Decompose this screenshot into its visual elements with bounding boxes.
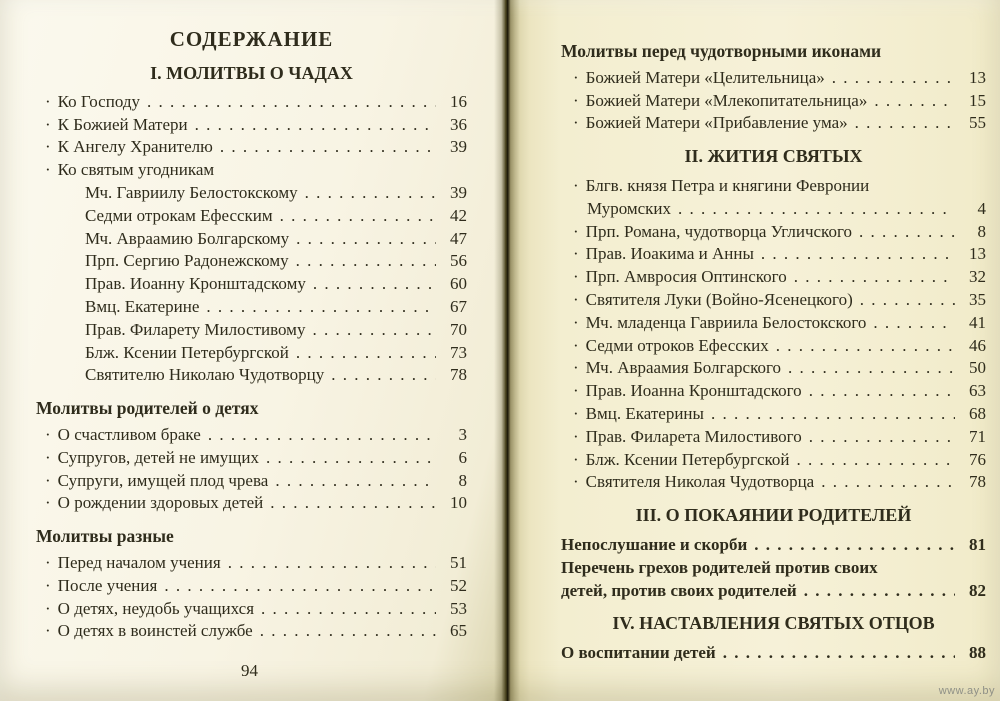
toc-section: II. ЖИТИЯ СВЯТЫХ [684,146,863,167]
toc-entry [561,426,986,449]
bullet-icon: · [45,493,51,513]
dot-leader [859,221,955,244]
entry-page-number: 88 [969,643,986,663]
dot-leader [797,449,955,472]
toc-entry [561,198,986,221]
entry-page-number: 3 [458,424,467,444]
entry-page-number: 50 [969,358,986,378]
dot-leader [261,598,436,621]
toc-entry [36,424,467,447]
toc-entry [561,357,986,380]
bullet-icon: · [45,575,51,595]
dot-leader [832,67,955,90]
entry-page-number: 51 [450,552,467,572]
dot-leader [208,424,436,447]
bullet-icon: · [45,114,51,134]
page-number: 94 [241,661,258,680]
toc-entry [36,620,467,643]
toc-heading: Молитвы разные [36,526,174,547]
dot-leader [776,335,955,358]
dot-leader [804,580,955,603]
dot-leader [723,642,955,665]
toc-entry [561,642,986,665]
entry-page-number: 4 [977,198,986,218]
bullet-icon: · [45,160,51,180]
entry-page-number: 6 [458,447,467,467]
toc-entry [561,90,986,113]
entry-page-number: 42 [450,205,467,225]
toc-section: III. О ПОКАЯНИИ РОДИТЕЛЕЙ [635,505,912,526]
toc-entry [561,403,986,426]
toc-entry [561,266,986,289]
bullet-icon: · [573,244,579,264]
entry-page-number: 32 [969,267,986,287]
bullet-icon: · [573,113,579,133]
toc-entry [561,557,986,580]
entry-label: Мч. Авраамия Болгарского [585,358,782,378]
right-page [505,0,1000,701]
entry-label: О детях в воинстей службе [57,621,253,641]
bullet-icon: · [573,403,579,423]
entry-label: Прп. Амвросия Оптинского [585,267,787,287]
entry-label: Прав. Филарету Милостивому [85,319,306,339]
entry-page-number: 46 [969,335,986,355]
entry-page-number: 82 [969,580,986,600]
dot-leader [296,250,436,273]
entry-page-number: 56 [450,251,467,271]
dot-leader [296,228,436,251]
dot-leader [855,112,955,135]
dot-leader [266,447,436,470]
toc-entry [561,335,986,358]
toc-entry [36,205,467,228]
dot-leader [260,620,436,643]
dot-leader [164,575,436,598]
toc-entry [36,552,467,575]
entry-label: Божией Матери «Целительница» [585,67,825,87]
entry-label: Мч. Авраамию Болгарскому [85,228,290,248]
toc-entry [561,449,986,472]
entry-page-number: 60 [450,274,467,294]
entry-label: Ко святым угодникам [57,160,215,180]
entry-label: Вмц. Екатерине [85,296,200,316]
entry-page-number: 47 [450,228,467,248]
toc-entry [561,67,986,90]
entry-label: Вмц. Екатерины [585,403,704,423]
toc-entry [561,243,986,266]
entry-page-number: 67 [450,296,467,316]
entry-label: Блж. Ксении Петербургской [85,342,289,362]
bullet-icon: · [45,621,51,641]
bullet-icon: · [45,552,51,572]
dot-leader [860,289,955,312]
toc-entry [561,175,986,198]
dot-leader [195,114,436,137]
toc-heading: Молитвы перед чудотворными иконами [561,41,882,61]
entry-label: Мч. младенца Гавриила Белостокского [585,312,867,332]
dot-leader [296,342,436,365]
toc-entry [36,159,467,182]
toc-entry [36,319,467,342]
toc-entry [36,342,467,365]
bullet-icon: · [573,221,579,241]
bullet-icon: · [573,426,579,446]
toc-entry [561,312,986,335]
dot-leader [147,91,436,114]
entry-page-number: 15 [969,90,986,110]
entry-label: Блж. Ксении Петербургской [585,449,790,469]
bullet-icon: · [573,381,579,401]
entry-label: Божией Матери «Прибавление ума» [585,113,848,133]
entry-label: Святителя Луки (Войно-Ясенецкого) [585,289,853,309]
entry-page-number: 73 [450,342,467,362]
dot-leader [313,273,436,296]
entry-page-number: 53 [450,598,467,618]
entry-page-number: 39 [450,137,467,157]
toc-title: СОДЕРЖАНИЕ [169,27,334,51]
entry-page-number: 8 [458,470,467,490]
bullet-icon: · [573,312,579,332]
left-page-content [0,0,505,643]
dot-leader [280,205,436,228]
entry-label: После учения [57,575,158,595]
entry-label: О детях, неудобь учащихся [57,598,255,618]
toc-entry [36,296,467,319]
toc-entry [561,580,986,603]
toc-entry [36,182,467,205]
dot-leader [873,312,955,335]
bullet-icon: · [573,472,579,492]
entry-label: К Ангелу Хранителю [57,137,213,157]
entry-label: Прп. Романа, чудотворца Угличского [585,221,852,241]
entry-label: Прав. Иоанну Кронштадскому [85,274,306,294]
dot-leader [874,90,955,113]
dot-leader [275,470,436,493]
entry-page-number: 78 [969,472,986,492]
entry-label: Седми отроков Ефесских [585,335,769,355]
toc-entry [36,364,467,387]
entry-label: Прп. Сергию Радонежскому [85,251,289,271]
toc-heading: Молитвы родителей о детях [36,398,259,419]
dot-leader [809,380,955,403]
dot-leader [794,266,955,289]
entry-label: Непослушание и скорби [561,534,748,554]
dot-leader [312,319,436,342]
toc-entry [36,470,467,493]
toc-entry [36,273,467,296]
toc-section: I. МОЛИТВЫ О ЧАДАХ [150,63,353,83]
bullet-icon: · [573,358,579,378]
toc-entry [561,112,986,135]
bullet-icon: · [45,424,51,444]
entry-page-number: 71 [969,426,986,446]
entry-page-number: 76 [969,449,986,469]
bullet-icon: · [45,137,51,157]
entry-page-number: 81 [969,534,986,554]
dot-leader [305,182,436,205]
entry-page-number: 8 [977,221,986,241]
toc-entry [36,492,467,515]
dot-leader [331,364,436,387]
toc-entry [36,228,467,251]
bullet-icon: · [573,267,579,287]
toc-entry [36,447,467,470]
bullet-icon: · [573,175,579,195]
entry-label: Святителя Николая Чудотворца [585,472,815,492]
toc-entry [36,250,467,273]
entry-page-number: 16 [450,91,467,111]
dot-leader [821,471,955,494]
entry-label: Божией Матери «Млекопитательница» [585,90,868,110]
entry-label: Перед началом учения [57,552,221,572]
entry-label: О воспитании детей [561,643,716,663]
entry-label: К Божией Матери [57,114,188,134]
bullet-icon: · [573,289,579,309]
entry-page-number: 13 [969,67,986,87]
dot-leader [220,136,436,159]
dot-leader [809,426,955,449]
dot-leader [711,403,955,426]
toc-entry [36,136,467,159]
right-page-content [505,0,1000,665]
entry-page-number: 65 [450,621,467,641]
entry-label: О счастливом браке [57,424,201,444]
entry-page-number: 55 [969,113,986,133]
entry-label: О рождении здоровых детей [57,493,264,513]
entry-label: Блгв. князя Петра и княгини Февронии [585,175,870,195]
entry-label: Ко Господу [57,91,140,111]
toc-entry [561,221,986,244]
bullet-icon: · [45,470,51,490]
toc-entry [561,534,986,557]
bullet-icon: · [45,91,51,111]
entry-page-number: 36 [450,114,467,134]
entry-page-number: 10 [450,493,467,513]
entry-label: Муромских [587,198,672,218]
dot-leader [788,357,955,380]
entry-label: Супруги, имущей плод чрева [57,470,269,490]
entry-label: Прав. Иоанна Кронштадского [585,381,802,401]
entry-page-number: 68 [969,403,986,423]
entry-label: Прав. Иоакима и Анны [585,244,754,264]
entry-page-number: 70 [450,319,467,339]
bullet-icon: · [45,598,51,618]
toc-entry [36,91,467,114]
bullet-icon: · [573,90,579,110]
toc-section: IV. НАСТАВЛЕНИЯ СВЯТЫХ ОТЦОВ [612,613,935,634]
bullet-icon: · [45,447,51,467]
entry-page-number: 78 [450,365,467,385]
toc-entry [36,575,467,598]
toc-entry [561,380,986,403]
entry-page-number: 13 [969,244,986,264]
entry-page-number: 41 [969,312,986,332]
entry-label: детей, против своих родителей [561,580,797,600]
dot-leader [228,552,436,575]
entry-label: Мч. Гавриилу Белостокскому [85,182,298,202]
entry-label: Прав. Филарета Милостивого [585,426,802,446]
entry-page-number: 35 [969,289,986,309]
dot-leader [206,296,436,319]
toc-entry [561,471,986,494]
dot-leader [754,534,955,557]
dot-leader [270,492,436,515]
entry-label: Седми отрокам Ефесским [85,205,273,225]
dot-leader [761,243,955,266]
entry-page-number: 52 [450,575,467,595]
bullet-icon: · [573,335,579,355]
entry-page-number: 63 [969,381,986,401]
entry-label: Супругов, детей не имущих [57,447,259,467]
bullet-icon: · [573,67,579,87]
toc-entry [561,289,986,312]
entry-label: Святителю Николаю Чудотворцу [85,365,325,385]
toc-entry [36,598,467,621]
entry-label: Перечень грехов родителей против своих [561,557,878,577]
toc-entry [36,114,467,137]
dot-leader [678,198,955,221]
watermark: www.ay.by [938,685,995,697]
entry-page-number: 39 [450,182,467,202]
bullet-icon: · [573,449,579,469]
